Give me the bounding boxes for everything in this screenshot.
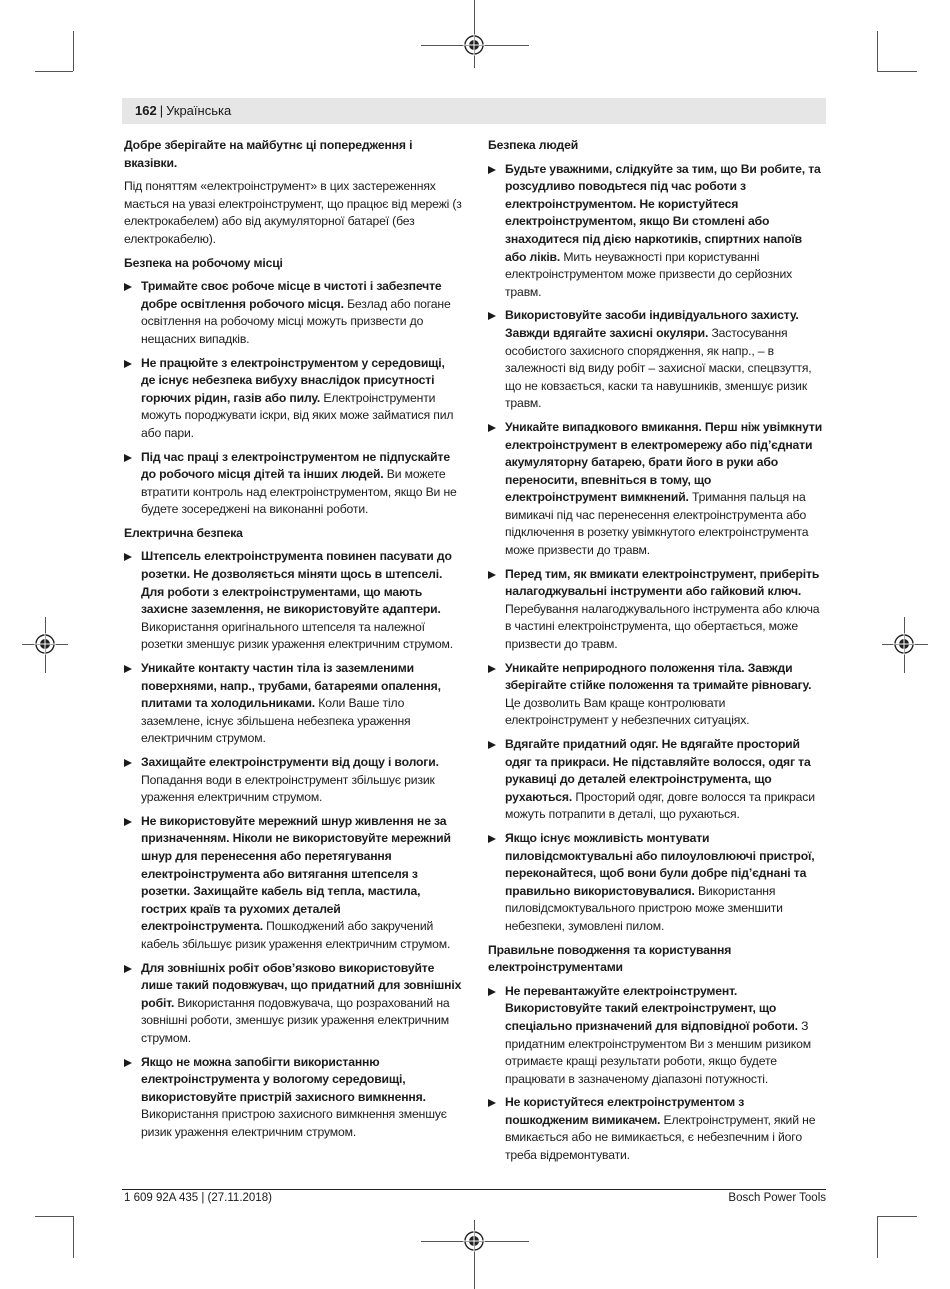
warning-bold: Якщо існує можливість монтувати пиловідсмоктувальні або пилоуловлюючі пристрої, переконайтеся, щоб вони були добре під’єднані та правильно використовувалися. [505, 830, 815, 898]
crop-mark [877, 1216, 878, 1258]
warning-text: Застосування особистого захисного спорядження, як напр., – в залежності від виду робіт – захисної маски, спецвзуття, що не ковзається, каски та навушників, зменшує ризик травм. [505, 325, 812, 411]
intro-heading: Добре зберігайте на майбутнє ці попередження і вказівки. [124, 138, 413, 170]
warning-item [488, 1094, 826, 1164]
crop-mark [35, 71, 73, 72]
bullet-arrow-icon [124, 759, 132, 767]
warning-item [124, 960, 462, 1048]
warning-bold: Вдягайте придатний одяг. Не вдягайте просторий одяг та прикраси. Не підставляйте волосся, одяг та рукавиці до деталей електроінструмента, що рухаються. [505, 737, 811, 804]
warning-text: Пошкоджений або закручений кабель збільшує ризик ураження електричним струмом. [141, 919, 451, 951]
registration-mark-icon [893, 633, 915, 655]
warning-list [124, 548, 462, 1141]
header-separator: | [159, 103, 164, 118]
warning-item [124, 813, 462, 954]
warning-text: Ви можете втратити контроль над електроінструментом, якщо Ви не будете зосереджені на виконанні роботи. [141, 467, 457, 517]
warning-text: Це дозволить Вам краще контролювати електроінструмент у небезпечних ситуаціях. [505, 695, 750, 728]
warning-bold: Тримайте своє робоче місце в чистоті і забезпечте добре освітлення робочого місця. [141, 279, 442, 311]
crop-mark [877, 71, 917, 72]
bullet-arrow-icon [488, 665, 496, 673]
registration-mark-icon [463, 1230, 485, 1252]
bullet-arrow-icon [488, 1099, 496, 1107]
bullet-arrow-icon [124, 1059, 132, 1067]
warning-item [124, 548, 462, 654]
warning-bold: Штепсель електроінструмента повинен пасувати до розетки. Не дозволяється міняти щось в штепселі. Для роботи з електроінструментами, що мають захисне заземлення, не використовуйте адаптери. [141, 549, 452, 617]
page-number: 162 [135, 103, 157, 118]
warning-bold: Уникайте контакту частин тіла із заземленими поверхнями, напр., трубами, батареями опалення, плитами та холодильниками. [141, 661, 441, 711]
warning-item [124, 1054, 462, 1142]
warning-text: Електроінструменти можуть породжувати іскри, від яких може займатися пил або пари. [141, 390, 454, 440]
bullet-arrow-icon [124, 965, 132, 973]
warning-bold: Використовуйте засоби індивідуального захисту. Завжди вдягайте захисні окуляри. [505, 308, 799, 340]
warning-bold: Уникайте неприродного положення тіла. Завжди зберігайте стійке положення та тримайте рівновагу. [505, 660, 812, 693]
warning-item [488, 983, 826, 1089]
warning-item [488, 830, 826, 936]
crop-mark [877, 1216, 917, 1217]
warning-text: Коли Ваше тіло заземлене, існує збільшена небезпека ураження електричним струмом. [141, 696, 411, 746]
warning-text: Перебування налагоджувального інструмента або ключа в частині електроінструмента, що обертається, може призвести до травм. [505, 601, 820, 652]
warning-bold: Будьте уважними, слідкуйте за тим, що Ви робите, та розсудливо поводьтеся під час роботи з електроінструментом. Не користуйтеся електроінструментом, якщо Ви стомлені або знаходитеся під дією наркотиків, спиртних напоїв або ліків. [505, 161, 821, 264]
warning-item [124, 278, 462, 348]
registration-mark-icon [34, 633, 56, 655]
crop-mark [73, 1216, 74, 1258]
warning-bold: Уникайте випадкового вмикання. Перш ніж увімкнути електроінструмент в електромережу або під’єднати акумуляторну батарею, брати його в руки або переносити, впевніться в тому, що електроінструмент вимкнений. [505, 419, 823, 505]
left-column [124, 137, 462, 1147]
footer-rule [122, 1189, 826, 1190]
registration-mark-icon [463, 34, 485, 56]
warning-item [488, 307, 826, 413]
warning-bold: Якщо не можна запобігти використанню електроінструмента у вологому середовищі, використовуйте пристрій захисного вимкнення. [141, 1054, 426, 1104]
warning-item [124, 754, 462, 807]
section-heading: Електрична безпека [124, 525, 243, 540]
warning-bold: Під час праці з електроінструментом не підпускайте до робочого місця дітей та інших людей. [141, 449, 450, 482]
bullet-arrow-icon [488, 571, 496, 579]
bullet-arrow-icon [124, 454, 132, 462]
warning-list [124, 278, 462, 519]
warning-item [488, 566, 826, 654]
bullet-arrow-icon [488, 835, 496, 843]
page-header [135, 103, 231, 119]
warning-bold: Не використовуйте мережний шнур живлення не за призначенням. Ніколи не використовуйте мережний шнур для перенесення або перетягування електроінструмента або витягання штепселя з розетки. Захищайте кабель від тепла, мастила, гострих країв та рухомих деталей електроінструмента. [141, 813, 451, 934]
bullet-arrow-icon [488, 424, 496, 432]
warning-text: Безлад або погане освітлення на робочому місці можуть призвести до нещасних випадків. [141, 296, 451, 346]
warning-bold: Захищайте електроінструменти від дощу і вологи. [141, 755, 439, 769]
section-heading: Безпека людей [488, 138, 579, 152]
section-heading: Правильне поводження та користування електроінструментами [488, 942, 732, 975]
header-language: Українська [166, 103, 232, 118]
warning-item [124, 660, 462, 748]
bullet-arrow-icon [488, 988, 496, 996]
crop-mark [73, 31, 74, 71]
bullet-arrow-icon [488, 741, 496, 749]
bullet-arrow-icon [124, 360, 132, 368]
warning-text: Попадання води в електроінструмент збільшує ризик ураження електричним струмом. [141, 772, 435, 805]
bullet-arrow-icon [488, 312, 496, 320]
bullet-arrow-icon [124, 665, 132, 673]
warning-text: Використання пиловідсмоктувального пристрою може зменшити небезпеки, зумовлені пилом. [505, 883, 783, 933]
warning-item [124, 449, 462, 519]
warning-item [124, 355, 462, 443]
intro-text: Під поняттям «електроінструмент» в цих застереженнях мається на увазі електроінструмент, що працює від мережі (з електрокабелем) або від акумуляторної батареї (без електрокабелю). [124, 179, 462, 246]
warning-text: Використання оригінального штепселя та належної розетки зменшує ризик ураження електричним струмом. [141, 619, 453, 652]
warning-bold: Не користуйтеся електроінструментом з пошкодженим вимикачем. [505, 1095, 745, 1127]
warning-text: Мить неуважності при користуванні електроінструментом може призвести до серйозних травм. [505, 249, 793, 299]
right-column [488, 137, 826, 1171]
warning-bold: Для зовнішніх робіт обов’язково використовуйте лише такий подовжувач, що придатний для зовнішніх робіт. [141, 960, 462, 1010]
bullet-arrow-icon [124, 818, 132, 826]
warning-list [488, 161, 826, 936]
section-heading: Безпека на робочому місці [124, 255, 283, 270]
footer-doc-id: 1 609 92A 435 | (27.11.2018) [124, 1192, 272, 1204]
warning-item [488, 161, 826, 302]
crop-mark [877, 31, 878, 71]
crop-mark [35, 1216, 73, 1217]
warning-item [488, 660, 826, 730]
footer-brand: Bosch Power Tools [728, 1192, 826, 1204]
warning-text: Просторий одяг, довге волосся та прикраси можуть потрапити в деталі, що рухаються. [505, 789, 815, 822]
warning-item [488, 736, 826, 824]
warning-text: Електроінструмент, який не вмикається або не вимикається, є небезпечним і його треба відремонтувати. [505, 1112, 816, 1163]
warning-text: З придатним електроінструментом Ви з меншим ризиком отримаєте кращі результати роботи, якщо будете працювати в зазначеному діапазоні потужності. [505, 1018, 811, 1086]
bullet-arrow-icon [124, 283, 132, 291]
bullet-arrow-icon [488, 166, 496, 174]
warning-bold: Перед тим, як вмикати електроінструмент, приберіть налагоджувальні інструменти або гайковий ключ. [505, 566, 820, 599]
warning-bold: Не працюйте з електроінструментом у середовищі, де існує небезпека вибуху внаслідок присутності горючих рідин, газів або пилу. [141, 355, 445, 405]
warning-text: Тримання пальця на вимикачі під час перенесення електроінструмента або підключення в розетку увімкнутого електроінструмента може призвести до травм. [505, 490, 809, 558]
warning-list [488, 983, 826, 1165]
warning-bold: Не перевантажуйте електроінструмент. Використовуйте такий електроінструмент, що спеціально призначений для відповідної роботи. [505, 983, 798, 1033]
warning-item [488, 419, 826, 560]
bullet-arrow-icon [124, 553, 132, 561]
warning-text: Використання пристрою захисного вимкнення зменшує ризик ураження електричним струмом. [141, 1107, 447, 1139]
warning-text: Використання подовжувача, що розрахований на зовнішні роботи, зменшує ризик ураження електричним струмом. [141, 995, 450, 1045]
